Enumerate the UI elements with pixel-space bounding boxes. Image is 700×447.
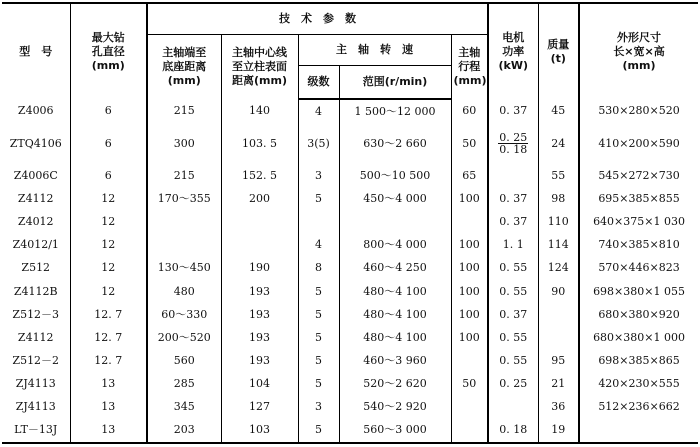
cell-mass: 55 (538, 165, 579, 188)
header-mass-line1: 质量 (547, 37, 570, 51)
header-max-drill-line2: 孔直径 (91, 44, 125, 58)
cell-speed-steps: 8 (298, 257, 339, 280)
cell-mass: 110 (538, 211, 579, 234)
cell-spindle-base: 130～450 (147, 257, 221, 280)
power-fraction-denominator: 0. 18 (499, 142, 528, 156)
cell-speed-range: 500～10 500 (339, 165, 451, 188)
table-row (2, 280, 698, 303)
cell-dims: 420×230×555 (579, 372, 698, 395)
cell-spindle-base: 285 (147, 372, 221, 395)
cell-speed-range: 630～2 660 (339, 124, 451, 165)
cell-speed-range: 800～4 000 (339, 234, 451, 257)
cell-speed-steps: 5 (298, 418, 339, 443)
cell-speed-steps: 4 (298, 234, 339, 257)
header-dims-line1: 外形尺寸 (617, 30, 662, 44)
cell-speed-steps: 5 (298, 349, 339, 372)
cell-speed-steps: 5 (298, 188, 339, 211)
table-row (2, 372, 698, 395)
cell-motor-power: 1. 1 (488, 234, 538, 257)
header-mass-line2: (t) (550, 51, 566, 65)
header-mass (538, 3, 579, 99)
cell-max-drill: 13 (70, 395, 147, 418)
cell-speed-range: 560～3 000 (339, 418, 451, 443)
cell-mass: 19 (538, 418, 579, 443)
cell-model: Z512－3 (12, 307, 60, 321)
cell-spindle-stroke: 100 (451, 188, 488, 211)
table-row (2, 395, 698, 418)
cell-mass: 36 (538, 395, 579, 418)
cell-spindle-stroke: 60 (451, 99, 488, 124)
power-fraction (498, 132, 528, 155)
cell-spindle-base: 215 (147, 165, 221, 188)
header-max-drill-line1: 最大钻 (91, 30, 125, 44)
header-spindle-stroke-line1: 主轴 (458, 45, 481, 59)
cell-model: Z4112B (13, 284, 58, 298)
cell-spindle-stroke (451, 418, 488, 443)
cell-spindle-center: 103 (221, 418, 298, 443)
cell-dims: 530×280×520 (579, 99, 698, 124)
table-row (2, 165, 698, 188)
cell-dims (579, 418, 698, 443)
cell-dims: 545×272×730 (579, 165, 698, 188)
cell-spindle-base: 480 (147, 280, 221, 303)
cell-spindle-stroke: 100 (451, 257, 488, 280)
cell-spindle-base (147, 211, 221, 234)
table-row (2, 349, 698, 372)
cell-mass: 45 (538, 99, 579, 124)
header-model: 型 号 (2, 3, 70, 99)
cell-speed-range: 450～4 000 (339, 188, 451, 211)
cell-speed-steps (298, 211, 339, 234)
cell-mass: 21 (538, 372, 579, 395)
cell-speed-range: 480～4 100 (339, 303, 451, 326)
cell-spindle-stroke (451, 211, 488, 234)
cell-max-drill: 12 (70, 188, 147, 211)
cell-spindle-stroke: 65 (451, 165, 488, 188)
cell-dims: 410×200×590 (579, 124, 698, 165)
cell-spindle-center: 127 (221, 395, 298, 418)
cell-speed-range: 460～3 960 (339, 349, 451, 372)
cell-dims: 680×380×920 (579, 303, 698, 326)
cell-motor-power: 0. 37 (488, 99, 538, 124)
header-motor-power (488, 3, 538, 99)
cell-speed-steps: 5 (298, 303, 339, 326)
cell-model: LT－13J (2, 418, 70, 443)
cell-mass: 24 (538, 124, 579, 165)
cell-speed-range: 540～2 920 (339, 395, 451, 418)
header-spindle-stroke (451, 34, 488, 99)
cell-motor-power: 0. 18 (488, 418, 538, 443)
cell-dims: 680×380×1 000 (579, 326, 698, 349)
cell-model: ZJ4113 (15, 376, 56, 390)
header-spindle-stroke-line3: (mm) (453, 73, 487, 87)
cell-spindle-stroke (451, 395, 488, 418)
cell-motor-power: 0. 55 (488, 326, 538, 349)
table-row (2, 418, 698, 443)
cell-spindle-center: 190 (221, 257, 298, 280)
cell-model: Z4012/1 (12, 238, 59, 252)
cell-spindle-base: 345 (147, 395, 221, 418)
cell-spindle-center: 140 (221, 99, 298, 124)
cell-motor-power (488, 124, 538, 165)
cell-speed-steps: 5 (298, 372, 339, 395)
cell-spindle-base: 170～355 (147, 188, 221, 211)
cell-dims: 640×375×1 030 (579, 211, 698, 234)
cell-speed-range: 520～2 620 (339, 372, 451, 395)
cell-motor-power: 0. 37 (488, 188, 538, 211)
cell-spindle-base: 200～520 (147, 326, 221, 349)
header-spindle-center (221, 34, 298, 99)
header-spindle-base (147, 34, 221, 99)
cell-dims: 698×385×865 (579, 349, 698, 372)
drill-spec-table (2, 2, 698, 444)
cell-spindle-center (221, 211, 298, 234)
cell-motor-power: 0. 25 (488, 372, 538, 395)
cell-spindle-stroke: 100 (451, 280, 488, 303)
cell-spindle-stroke: 100 (451, 234, 488, 257)
cell-spindle-stroke (451, 349, 488, 372)
power-fraction-numerator: 0. 25 (499, 130, 528, 144)
cell-model: Z4006 (17, 104, 54, 118)
cell-max-drill: 6 (70, 124, 147, 165)
table-row (2, 303, 698, 326)
cell-model: Z512 (21, 261, 51, 275)
table-row (2, 211, 698, 234)
header-spindle-base-line1: 主轴端至 (162, 45, 207, 59)
cell-speed-steps: 3 (298, 395, 339, 418)
cell-max-drill: 12 (70, 211, 147, 234)
cell-motor-power: 0. 55 (488, 280, 538, 303)
table-row (2, 234, 698, 257)
cell-spindle-stroke: 50 (451, 372, 488, 395)
cell-spindle-center: 103. 5 (221, 124, 298, 165)
header-spindle-base-line2: 底座距离 (162, 59, 207, 73)
header-speed-range: 范围(r/min) (339, 65, 451, 99)
cell-dims: 740×385×810 (579, 234, 698, 257)
cell-max-drill: 6 (70, 165, 147, 188)
cell-spindle-center: 104 (221, 372, 298, 395)
table-row (2, 99, 698, 124)
cell-max-drill: 12. 7 (70, 326, 147, 349)
cell-speed-steps: 5 (298, 280, 339, 303)
cell-speed-range: 480～4 100 (339, 326, 451, 349)
cell-max-drill: 12. 7 (70, 303, 147, 326)
header-dims-line3: (mm) (622, 58, 656, 72)
cell-max-drill: 12. 7 (70, 349, 147, 372)
table-row (2, 188, 698, 211)
cell-spindle-stroke: 100 (451, 303, 488, 326)
cell-spindle-base: 215 (147, 99, 221, 124)
cell-max-drill: 12 (70, 280, 147, 303)
cell-spindle-center: 193 (221, 280, 298, 303)
table-row (2, 124, 698, 165)
cell-speed-range: 460～4 250 (339, 257, 451, 280)
cell-model: Z4112 (17, 330, 54, 344)
cell-spindle-center: 193 (221, 349, 298, 372)
cell-max-drill: 12 (70, 257, 147, 280)
header-speed-steps: 级数 (298, 65, 339, 99)
cell-spindle-base: 560 (147, 349, 221, 372)
cell-motor-power: 0. 55 (488, 349, 538, 372)
header-tech-params: 技 术 参 数 (147, 3, 488, 34)
header-spindle-center-line2: 至立柱表面 (232, 59, 287, 73)
cell-spindle-base: 203 (147, 418, 221, 443)
cell-mass (538, 303, 579, 326)
cell-model: ZTQ4106 (9, 137, 62, 151)
cell-model: Z512－2 (12, 353, 60, 367)
cell-dims: 512×236×662 (579, 395, 698, 418)
cell-spindle-center: 200 (221, 188, 298, 211)
cell-speed-steps: 5 (298, 326, 339, 349)
header-motor-power-line3: (kW) (498, 58, 529, 72)
cell-dims: 570×446×823 (579, 257, 698, 280)
header-spindle-center-line3: 距离(mm) (232, 73, 287, 87)
cell-spindle-center: 193 (221, 303, 298, 326)
header-dims (579, 3, 698, 99)
cell-mass (538, 326, 579, 349)
cell-dims: 695×385×855 (579, 188, 698, 211)
header-spindle-speed: 主 轴 转 速 (298, 34, 451, 65)
cell-spindle-stroke: 50 (451, 124, 488, 165)
cell-motor-power: 0. 55 (488, 257, 538, 280)
cell-model: Z4006C (13, 169, 58, 183)
cell-spindle-center: 193 (221, 326, 298, 349)
header-motor-power-line1: 电机 (502, 30, 525, 44)
cell-dims: 698×380×1 055 (579, 280, 698, 303)
cell-speed-steps: 4 (298, 99, 339, 124)
cell-mass: 124 (538, 257, 579, 280)
cell-speed-range: 1 500～12 000 (339, 99, 451, 124)
header-dims-line2: 长×宽×高 (613, 44, 665, 58)
cell-motor-power (488, 395, 538, 418)
cell-max-drill: 13 (70, 418, 147, 443)
cell-mass: 95 (538, 349, 579, 372)
header-spindle-base-line3: (mm) (167, 73, 201, 87)
cell-max-drill: 6 (70, 99, 147, 124)
cell-mass: 90 (538, 280, 579, 303)
header-max-drill (70, 3, 147, 99)
table-row (2, 326, 698, 349)
header-spindle-center-line1: 主轴中心线 (232, 45, 287, 59)
cell-motor-power: 0. 37 (488, 303, 538, 326)
cell-spindle-stroke: 100 (451, 326, 488, 349)
header-motor-power-line2: 功率 (502, 44, 525, 58)
cell-spindle-base (147, 234, 221, 257)
cell-model: ZJ4113 (15, 399, 56, 413)
cell-max-drill: 12 (70, 234, 147, 257)
cell-speed-steps: 3 (298, 165, 339, 188)
cell-model: Z4112 (17, 192, 54, 206)
cell-max-drill: 13 (70, 372, 147, 395)
cell-speed-range (339, 211, 451, 234)
cell-speed-steps: 3(5) (298, 124, 339, 165)
header-spindle-stroke-line2: 行程 (458, 59, 481, 73)
cell-speed-range: 480～4 100 (339, 280, 451, 303)
header-max-drill-line3: (mm) (91, 58, 125, 72)
cell-mass: 114 (538, 234, 579, 257)
table-row (2, 257, 698, 280)
cell-model: Z4012 (17, 215, 54, 229)
cell-spindle-center: 152. 5 (221, 165, 298, 188)
cell-mass: 98 (538, 188, 579, 211)
cell-spindle-center (221, 234, 298, 257)
cell-motor-power: 0. 37 (488, 211, 538, 234)
cell-motor-power (488, 165, 538, 188)
cell-spindle-base: 300 (147, 124, 221, 165)
cell-spindle-base: 60～330 (147, 303, 221, 326)
